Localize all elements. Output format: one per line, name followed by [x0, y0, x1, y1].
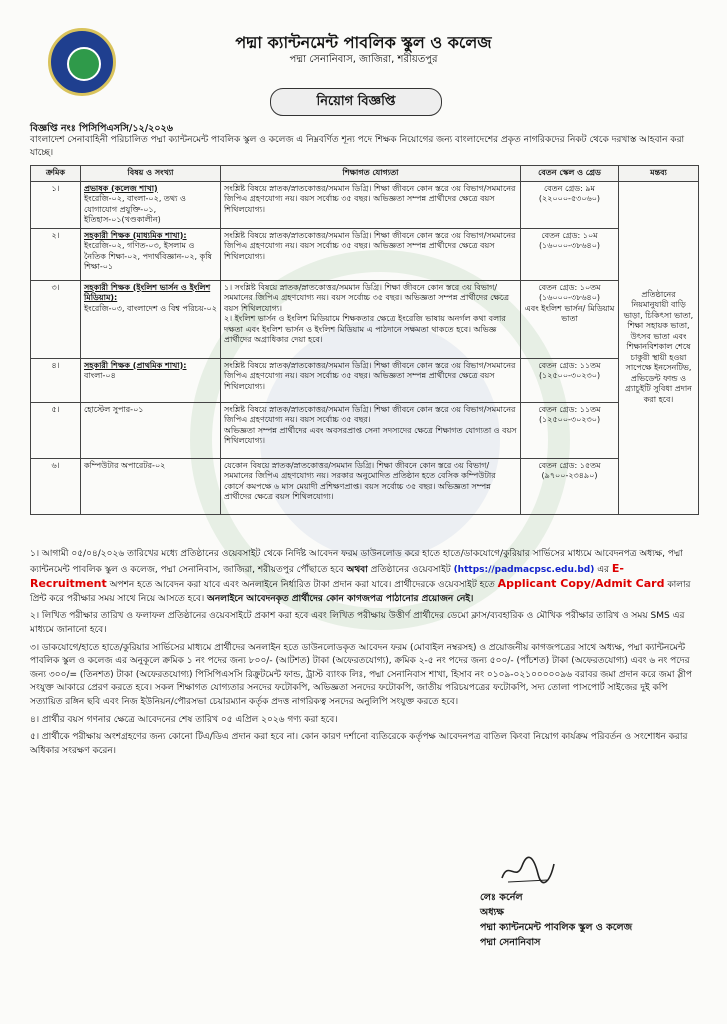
note-2: ২। লিখিত পরীক্ষার তারিখ ও ফলাফল প্রতিষ্ঠানের ওয়েবসাইটে প্রকাশ করা হবে এবং লিখিত পরীক্ষায় উত্তীর্ণ প্রার্থীদের ডেমো ক্লাস/ব্যবহারিক ও মৌখিক পরীক্ষার তারিখ ও সময় SMS এর মাধ্যমে জানানো হবে। [30, 611, 685, 635]
or-text: অথবা [346, 564, 368, 575]
row-sl: ৩। [31, 280, 81, 358]
row-sl: ১। [31, 181, 81, 228]
row-sl: ৬। [31, 458, 81, 514]
signature-mark [498, 852, 558, 888]
note-3: ৩। ডাকযোগে/হাতে হাতে/কুরিয়ার সার্ভিসের মাধ্যমে প্রার্থীদের অনলাইন হতে ডাউনলোডকৃত আবেদন ফরম (মোবাইল নম্বরসহ) ও প্রয়োজনীয় কাগজপত্রের সাথে অধ্যক্ষ, পদ্মা ক্যান্টনমেন্ট পাবলিক স্কুল ও কলেজ এর অনুকূলে ক্রমিক ১ নং পদের জন্য ৮০০/- (আটশত) টাকা (অফেরতযোগ্য), ক্রমিক ২-৫ নং পদের জন্য ৫০০/- (পাঁচশত) টাকা (অফেরতযোগ্য) এবং ৬ নং পদের জন্য ৩০০/= (তিনশত) টাকা (অফেরতযোগ্য) পিসিপিএসসি রিক্রুটমেন্ট ফান্ড, ট্রাস্ট ব্যাংক লিঃ, পদ্মা সেনানিবাস শাখা, হিসাব নং ০১০৯-০২১০০০০০৯৬ বরাবর জমা প্রদান করে জমা স্লীপ সংযুক্ত আকারে প্রেরণ করতে হবে। সকল শিক্ষাগত যোগ্যতার সনদের ফটোকপি, অভিজ্ঞতা সনদের ফটোকপি, জাতীয় পরিচয়পত্রের ফটোকপি, সদ্য তোলা পাসপোর্ট সাইজের দুই কপি সত্যায়িত রঙ্গিন ছবি এবং নিজ ইউনিয়ন/পৌরসভা চেয়ারম্যান কর্তৃক প্রদত্ত নাগরিকত্ব সনদের অনুলিপি সংযুক্ত করতে হবে। [30, 642, 692, 707]
table-row [31, 228, 699, 280]
school-name: পদ্মা ক্যান্টনমেন্ট পাবলিক স্কুল ও কলেজ [235, 33, 492, 52]
pay-allowance: এবং ইংলিশ ভার্সন/ মিডিয়াম ভাতা [524, 303, 615, 323]
post-title: সহকারী শিক্ষক (প্রাথমিক শাখা): [84, 360, 187, 370]
pay-grade: বেতন গ্রেড: ১০তম (১৬০০০-৩৮৬৪০) [538, 282, 601, 302]
qualification-part2: ২। ইংলিশ ভার্সন ও ইংলিশ মিডিয়ামে শিক্ষকতার ক্ষেত্রে ইংরেজি ভাষায় অনর্গল কথা বলার দক্ষতা এবং ইংলিশ ভার্সন ও ইংলিশ মিডিয়াম এ পাঠদানে সক্ষমতা থাকতে হবে। অভিজ্ঞ প্রার্থীদের অগ্রাধিকার দেয়া হবে। [224, 314, 506, 344]
remarks-cell: প্রতিষ্ঠানের নিয়মানুযায়ী বাড়ি ভাড়া, চিকিৎসা ভাতা, শিক্ষা সহায়ক ভাতা, উৎসব ভাতা এবং শিক্ষানবিশকাল শেষে চাকুরী স্থায়ী হওয়া সাপেক্ষে ইনসেনটিভ, প্রভিডেন্ট ফান্ড ও গ্র্যাচুইটি সুবিধা প্রদান করা হবে। [619, 181, 699, 514]
row-pay: বেতন গ্রেড: ১০ম (১৬০০০-৩৮৬৪০) [521, 228, 619, 280]
row-post: কম্পিউটার অপারেটর-০২ [81, 458, 221, 514]
signatory-place: পদ্মা সেনানিবাস [480, 937, 541, 948]
post-title: সহকারী শিক্ষক (ইংলিশ ভার্সন ও ইংলিশ মিডিয়াম): [84, 282, 211, 302]
col-subject: বিষয় ও সংখ্যা [81, 166, 221, 182]
school-address: পদ্মা সেনানিবাস, জাজিরা, শরীয়তপুর [289, 54, 438, 65]
note-4: ৪। প্রার্থীর বয়স গণনার ক্ষেত্রে আবেদনের শেষ তারিখ ০৫ এপ্রিল ২০২৬ গণ্য করা হবে। [30, 714, 338, 725]
row-sl: ৫। [31, 402, 81, 458]
note-1: ১। আগামী ০৫/০৪/২০২৬ তারিখের মধ্যে প্রতিষ্ঠানের ওয়েবসাইট থেকে নির্দিষ্ট আবেদন ফরম ডাউনলোড করে হাতে হাতে/ডাকযোগে/কুরিয়ার সার্ভিসের মাধ্যমে আবেদনপত্র অধ্যক্ষ, পদ্মা ক্যান্টনমেন্ট পাবলিক স্কুল ও কলেজ, পদ্মা সেনানিবাস, জাজিরা, শরীয়তপুর পৌঁছাতে হবে অথবা প্রতিষ্ঠানের ওয়েবসাইট (https://padmacpsc.edu.bd) এর E-Recruitment অপশন হতে আবেদন করা যাবে এবং অনলাইনে নির্ধারিত টাকা প্রদান করা যাবে। প্রার্থীদেরকে ওয়েবসাইট হতে Applicant Copy/Admit Card কালার প্রিন্ট করে পরীক্ষার সময় সাথে নিয়ে আসতে হবে। অনলাইনে আবেদনকৃত প্রার্থীদের কোন কাগজপত্র পাঠানোর প্রয়োজন নেই। [30, 549, 691, 604]
post-subjects: ইংরেজি-০৩, বাংলাদেশ ও বিশ্ব পরিচয়-০২ [84, 303, 217, 313]
row-pay [521, 280, 619, 358]
signatory-org: পদ্মা ক্যান্টনমেন্ট পাবলিক স্কুল ও কলেজ [480, 922, 633, 933]
table-row [31, 280, 699, 358]
notes-section [30, 548, 698, 762]
row-post [81, 181, 221, 228]
memo-number: বিজ্ঞপ্তি নংঃ পিসিপিএসসি/১২/২০২৬ [30, 123, 173, 134]
col-sl: ক্রমিক [31, 166, 81, 182]
qualification-part2: অভিজ্ঞতা সম্পন্ন প্রার্থীদের এবং অবসরপ্রাপ্ত সেনা সদস্যদের ক্ষেত্রে শিক্ষাগত যোগ্যতা ও বয়স শিথিলযোগ্য। [224, 425, 517, 445]
post-title: সহকারী শিক্ষক (মাধ্যমিক শাখা): [84, 230, 187, 240]
table-row [31, 458, 699, 514]
e-recruitment-label: E-Recruitment [30, 561, 624, 591]
table-header-row [31, 166, 699, 182]
row-post: হোস্টেল সুপার-০১ [81, 402, 221, 458]
notice-title: নিয়োগ বিজ্ঞপ্তি [270, 88, 442, 116]
signatory-rank: লেঃ কর্নেল [480, 892, 523, 903]
row-post [81, 358, 221, 402]
row-qualification: সংশ্লিষ্ট বিষয়ে স্নাতক/স্নাতকোত্তর/সমমান ডিগ্রি। শিক্ষা জীবনে কোন স্তরে ৩য় বিভাগ/সমমানের জিপিএ গ্রহণযোগ্য নয়। বয়স সর্বোচ্চ ৩৫ বছর। অভিজ্ঞতা সম্পন্ন প্রার্থীদের ক্ষেত্রে বয়স শিথিলযোগ্য। [221, 181, 521, 228]
row-pay: বেতন গ্রেড: ১১তম (১২৫০০-৩০২৩০) [521, 402, 619, 458]
row-qualification [221, 280, 521, 358]
row-post [81, 280, 221, 358]
row-qualification: যেকোন বিষয়ে স্নাতক/স্নাতকোত্তর/সমমান ডিগ্রি। শিক্ষা জীবনে কোন স্তরে ৩য় বিভাগ/সমমানের জিপিএ গ্রহণযোগ্য নয়। সরকার অনুমোদিত প্রতিষ্ঠান হতে বেসিক কম্পিউটার কোর্সে কমপক্ষে ৬ মাস মেয়াদী প্রশিক্ষণপ্রাপ্ত। বয়স সর্বোচ্চ ৩৫ বছর। অভিজ্ঞতা সম্পন্ন প্রার্থীদের ক্ষেত্রে বয়স শিথিলযোগ্য। [221, 458, 521, 514]
table-row [31, 402, 699, 458]
row-sl: ২। [31, 228, 81, 280]
col-remarks: মন্তব্য [619, 166, 699, 182]
row-sl: ৪। [31, 358, 81, 402]
row-qualification: সংশ্লিষ্ট বিষয়ে স্নাতক/স্নাতকোত্তর/সমমান ডিগ্রি। শিক্ষা জীবনে কোন স্তরে ৩য় বিভাগ/সমমানের জিপিএ গ্রহণযোগ্য নয়। বয়স সর্বোচ্চ ৩৫ বছর। অভিজ্ঞতা সম্পন্ন প্রার্থীদের ক্ষেত্রে বয়স শিথিলযোগ্য। [221, 228, 521, 280]
signature-block [480, 890, 632, 950]
row-qualification: সংশ্লিষ্ট বিষয়ে স্নাতক/স্নাতকোত্তর/সমমান ডিগ্রি। শিক্ষা জীবনে কোন স্তরে ৩য় বিভাগ/সমমানের জিপিএ গ্রহণযোগ্য নয়। বয়স সর্বোচ্চ ৩৫ বছর। অভিজ্ঞতা সম্পন্ন প্রার্থীদের ক্ষেত্রে বয়স শিথিলযোগ্য। [221, 358, 521, 402]
post-subjects: বাংলা-০৪ [84, 371, 116, 380]
qualification-part1: সংশ্লিষ্ট বিষয়ে স্নাতক/স্নাতকোত্তর/সমমান ডিগ্রি। শিক্ষা জীবনে কোন স্তরে ৩য় বিভাগ/সমমানের জিপিএ গ্রহণযোগ্য নয়। বয়স সর্বোচ্চ ৩৫ বছর। [224, 404, 516, 424]
note-5: ৫। প্রার্থীকে পরীক্ষায় অংশগ্রহণের জন্য কোনো টিএ/ডিএ প্রদান করা হবে না। কোন কারণ দর্শানো ব্যতিরেকে কর্তৃপক্ষ আবেদনপত্র বাতিল কিংবা নিয়োগ কার্যক্রম পরিবর্তন ও সংশোধন করার অধিকার সংরক্ষণ করেন। [30, 732, 688, 756]
col-qualification: শিক্ষাগত যোগ্যতা [221, 166, 521, 182]
website-link[interactable]: (https://padmacpsc.edu.bd) [453, 564, 595, 575]
table-row [31, 358, 699, 402]
row-pay: বেতন গ্রেড: ১১তম (১২৫০০-৩০২৩০) [521, 358, 619, 402]
row-post [81, 228, 221, 280]
col-pay: বেতন স্কেল ও গ্রেড [521, 166, 619, 182]
qualification-part1: ১। সংশ্লিষ্ট বিষয়ে স্নাতক/স্নাতকোত্তর/সমমান ডিগ্রি। শিক্ষা জীবনে কোন স্তরে ৩য় বিভাগ/সমমানের জিপিএ গ্রহণযোগ্য নয়। বয়স সর্বোচ্চ ৩৫ বছর। অভিজ্ঞতা সম্পন্ন প্রার্থীদের ক্ষেত্রে বয়স শিথিলযোগ্য। [224, 282, 509, 313]
row-pay: বেতন গ্রেড: ১৫তম (৯৭০০-২৩৪৯০) [521, 458, 619, 514]
row-pay: বেতন গ্রেড: ৯ম (২২০০০-৫৩০৬০) [521, 181, 619, 228]
signatory-post: অধ্যক্ষ [480, 907, 505, 918]
vacancy-table [30, 165, 699, 515]
admit-card-label: Applicant Copy/Admit Card [497, 577, 665, 591]
post-subjects: ইংরেজি-০২, গণিত-০৩, ইসলাম ও নৈতিক শিক্ষা-০২, পদার্থবিজ্ঞান-০২, কৃষি শিক্ষা-০১ [84, 241, 212, 271]
table-row [31, 181, 699, 228]
post-subjects: ইংরেজি-০২, বাংলা-০২, তথ্য ও যোগাযোগ প্রযুক্তি-০১, ইতিহাস-০১(খণ্ডকালীন) [84, 194, 186, 224]
intro-text: বাংলাদেশ সেনাবাহিনী পরিচালিত পদ্মা ক্যান্টনমেন্ট পাবলিক স্কুল ও কলেজ এ নিম্নবর্ণিত শূন্য পদে শিক্ষক নিয়োগের জন্য বাংলাদেশের প্রকৃত নাগরিকদের নিকট থেকে দরখাস্ত আহবান করা যাচ্ছে। [30, 135, 685, 158]
post-title: প্রভাষক (কলেজ শাখা) [84, 183, 158, 193]
row-qualification [221, 402, 521, 458]
